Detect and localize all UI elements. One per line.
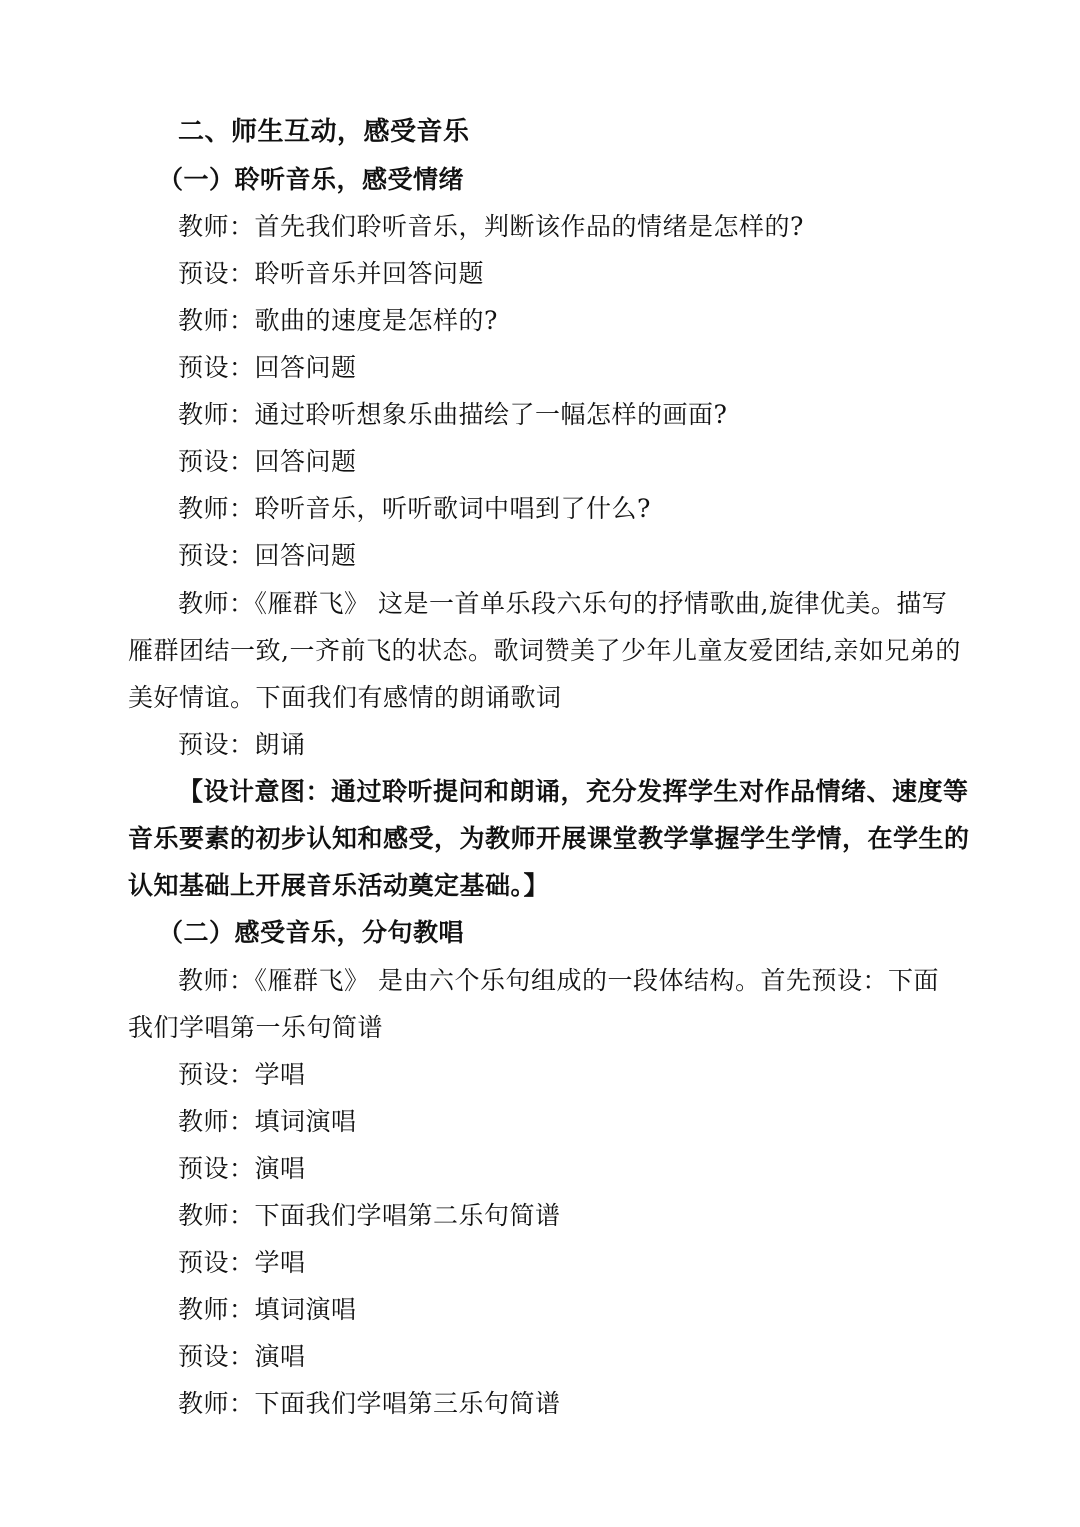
- dialog-line: 教师：首先我们聆听音乐，判断该作品的情绪是怎样的?: [178, 212, 804, 241]
- dialog-line: 预设：回答问题: [178, 447, 357, 476]
- dialog-line: 预设：回答问题: [178, 541, 357, 570]
- dialog-line: 教师：聆听音乐，听听歌词中唱到了什么?: [178, 494, 651, 523]
- dialog-line: 教师：通过聆听想象乐曲描绘了一幅怎样的画面?: [178, 400, 728, 429]
- dialog-line: 教师：歌曲的速度是怎样的?: [178, 306, 498, 335]
- section-title: 二、师生互动，感受音乐: [178, 117, 470, 147]
- dialog-line: 教师：填词演唱: [178, 1295, 357, 1324]
- design-intent-line: 认知基础上开展音乐活动奠定基础。】: [128, 871, 550, 900]
- dialog-line: 预设：朗诵: [178, 730, 306, 759]
- dialog-line: 预设：回答问题: [178, 353, 357, 382]
- dialog-line: 预设：演唱: [178, 1154, 306, 1183]
- subsection-title-2: （二）感受音乐，分句教唱: [158, 918, 465, 947]
- dialog-line: 预设：聆听音乐并回答问题: [178, 259, 485, 288]
- paragraph-line: 美好情谊。下面我们有感情的朗诵歌词: [128, 683, 562, 712]
- subsection-title-1: （一）聆听音乐，感受情绪: [158, 165, 465, 194]
- design-intent-line: 【设计意图：通过聆听提问和朗诵，充分发挥学生对作品情绪、速度等: [178, 777, 969, 806]
- dialog-line: 预设：演唱: [178, 1342, 306, 1371]
- dialog-line: 预设：学唱: [178, 1060, 306, 1089]
- paragraph-line: 教师：《雁群飞》 这是一首单乐段六乐句的抒情歌曲,旋律优美。描写: [178, 589, 948, 618]
- paragraph-line: 我们学唱第一乐句简谱: [128, 1013, 384, 1042]
- paragraph-line: 雁群团结一致,一齐前飞的状态。歌词赞美了少年儿童友爱团结,亲如兄弟的: [128, 636, 961, 665]
- dialog-line: 教师：下面我们学唱第三乐句简谱: [178, 1389, 561, 1418]
- design-intent-line: 音乐要素的初步认知和感受，为教师开展课堂教学掌握学生学情，在学生的: [128, 824, 970, 853]
- dialog-line: 教师：下面我们学唱第二乐句简谱: [178, 1201, 561, 1230]
- dialog-line: 教师：填词演唱: [178, 1107, 357, 1136]
- dialog-line: 预设：学唱: [178, 1248, 306, 1277]
- paragraph-line: 教师：《雁群飞》 是由六个乐句组成的一段体结构。首先预设：下面: [178, 966, 939, 995]
